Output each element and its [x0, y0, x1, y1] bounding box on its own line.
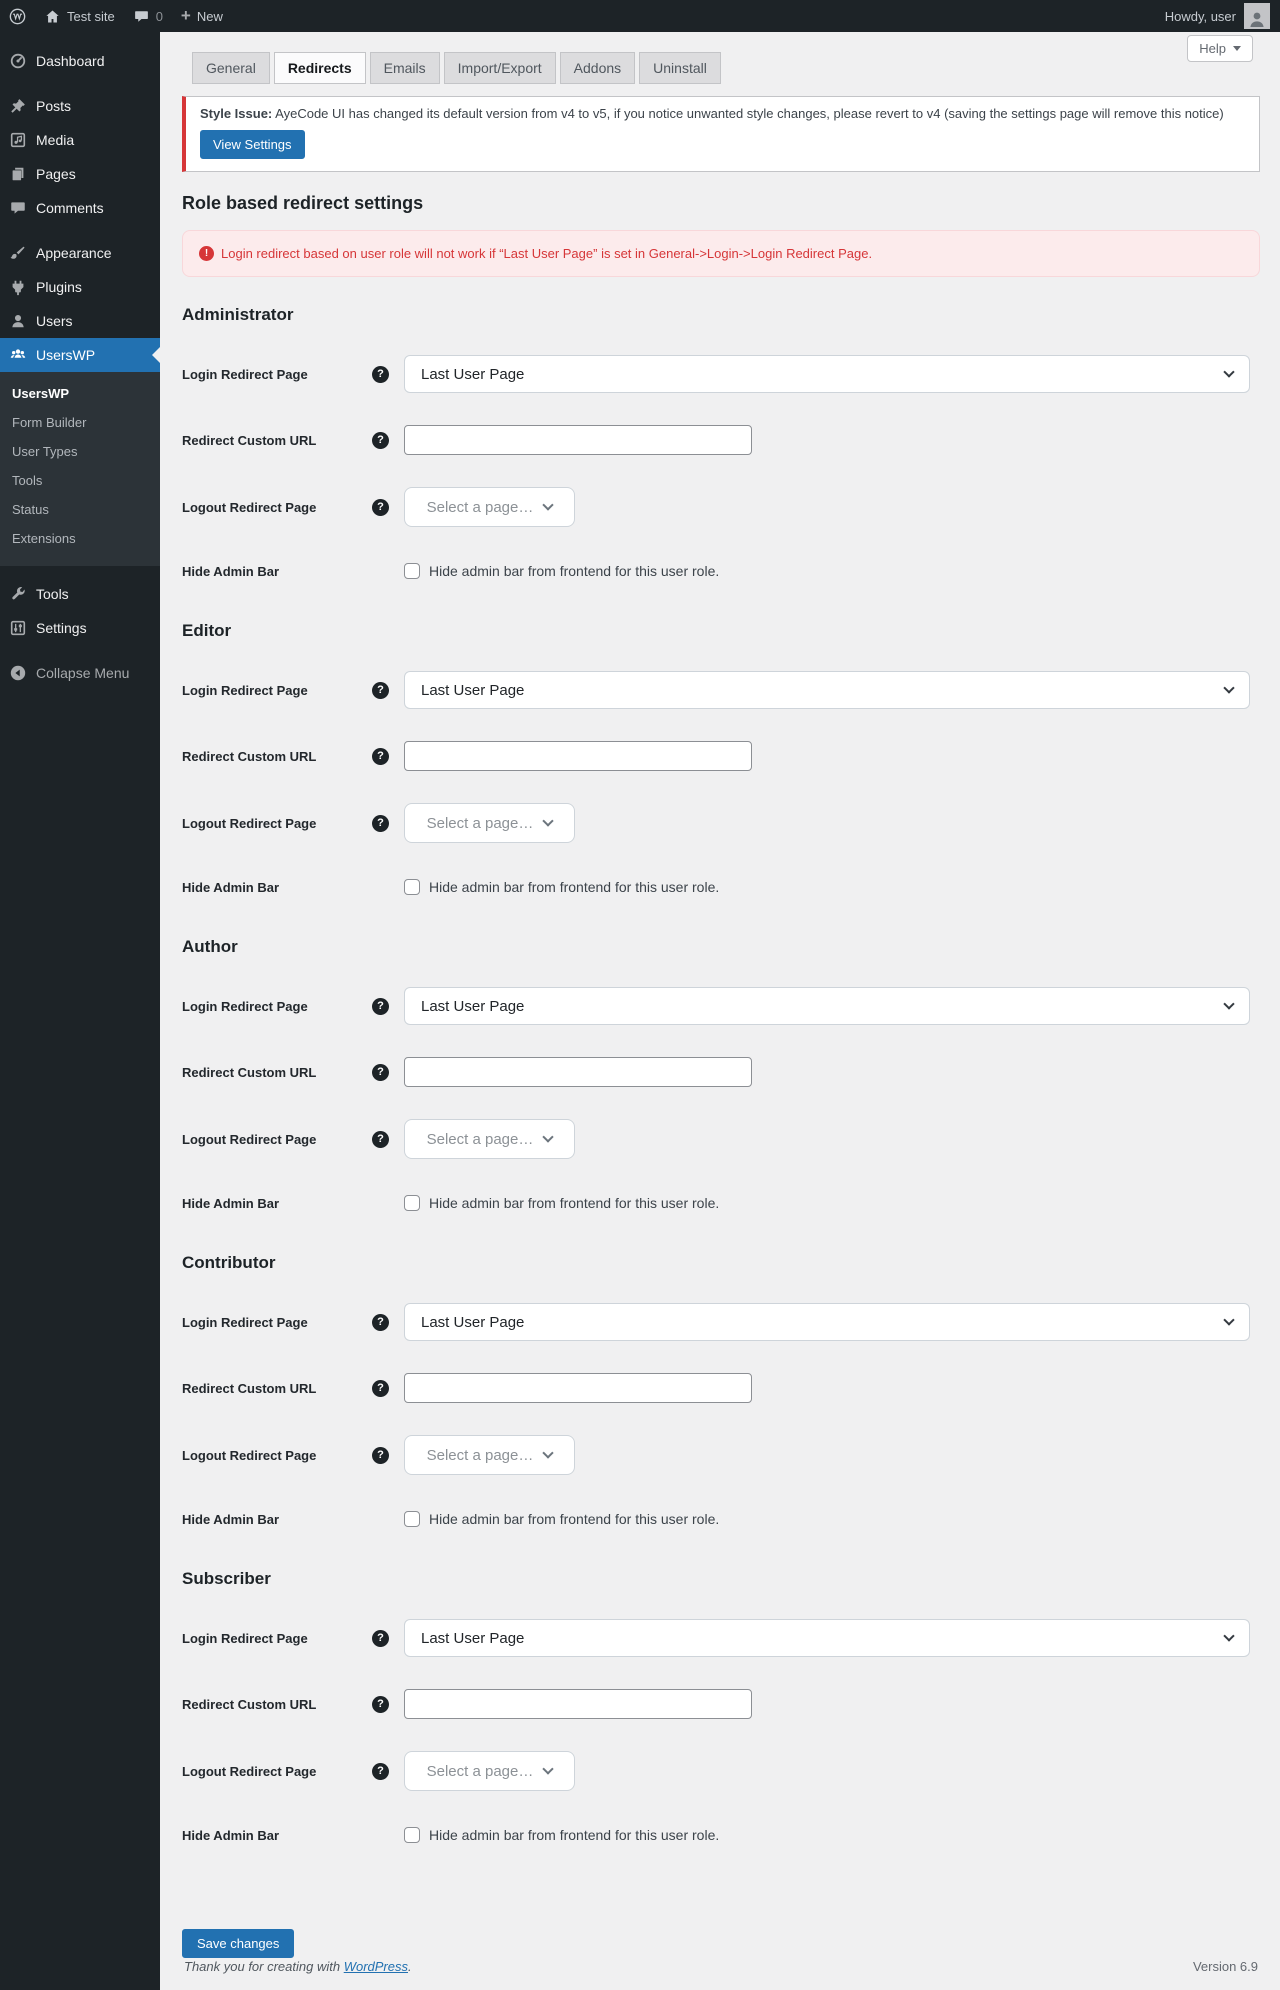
hide-admin-bar-row: [182, 1825, 1260, 1845]
login-redirect-row: [182, 987, 1260, 1025]
help-icon[interactable]: ?: [372, 1131, 389, 1148]
logout-redirect-label: Logout Redirect Page: [182, 1447, 317, 1463]
appearance-icon: [9, 244, 27, 262]
comments-icon: [9, 199, 27, 217]
custom-url-label: Redirect Custom URL: [182, 1064, 317, 1080]
logout-redirect-select[interactable]: [404, 1435, 575, 1475]
logout-redirect-placeholder: Select a page…: [426, 1446, 534, 1464]
plugins-icon: [9, 278, 27, 296]
version-text: Version 6.9: [1192, 1959, 1258, 1974]
custom-url-row: [182, 425, 1260, 455]
notice-body: AyeCode UI has changed its default version from v4 to v5, if you notice unwanted style changes, please revert to v4 (saving the settings page will remove this notice): [272, 106, 1224, 121]
chevron-down-icon: [1223, 1630, 1234, 1641]
style-issue-notice: [182, 96, 1260, 172]
login-redirect-row: [182, 1303, 1260, 1341]
sidebar-item-label: Comments: [36, 200, 104, 216]
home-icon: [44, 8, 61, 25]
role-heading: Subscriber: [182, 1569, 271, 1588]
logout-redirect-row: [182, 1119, 1260, 1159]
hide-admin-bar-row: [182, 877, 1260, 897]
logout-redirect-row: [182, 803, 1260, 843]
role-section-editor: [182, 621, 1260, 897]
wordpress-logo-icon[interactable]: [0, 0, 35, 32]
submenu-item-tools[interactable]: Tools: [12, 473, 43, 488]
howdy-user-menu[interactable]: Howdy, user: [1164, 8, 1236, 24]
sidebar-item-label: Plugins: [36, 279, 82, 295]
settings-icon: [9, 619, 27, 637]
custom-url-row: [182, 1057, 1260, 1087]
hide-admin-bar-label: Hide Admin Bar: [182, 1511, 280, 1527]
tab-general[interactable]: General: [192, 52, 270, 84]
userswp-icon: [9, 346, 27, 364]
help-label: Help: [1199, 41, 1226, 56]
sidebar-item-label: UsersWP: [36, 347, 96, 363]
redirect-custom-url-input[interactable]: [404, 425, 752, 455]
save-changes-button[interactable]: Save changes: [182, 1929, 294, 1958]
redirect-custom-url-input[interactable]: [404, 1057, 752, 1087]
hide-admin-bar-row: [182, 1193, 1260, 1213]
login-redirect-select[interactable]: [404, 1619, 1250, 1657]
hide-admin-bar-checkbox[interactable]: [404, 1195, 420, 1211]
login-redirect-value: Last User Page: [421, 1629, 525, 1647]
hide-admin-bar-text: Hide admin bar from frontend for this user role.: [429, 563, 720, 579]
tab-addons[interactable]: Addons: [560, 52, 635, 84]
login-redirect-label: Login Redirect Page: [182, 998, 308, 1014]
hide-admin-bar-text: Hide admin bar from frontend for this user role.: [429, 879, 720, 895]
sidebar-separator: [0, 566, 160, 577]
help-icon[interactable]: ?: [372, 815, 389, 832]
thanks-prefix: Thank you for creating with: [184, 1959, 344, 1974]
hide-admin-bar-text: Hide admin bar from frontend for this user role.: [429, 1827, 720, 1843]
role-section-contributor: [182, 1253, 1260, 1529]
hide-admin-bar-label: Hide Admin Bar: [182, 563, 280, 579]
logout-redirect-label: Logout Redirect Page: [182, 1131, 317, 1147]
custom-url-label: Redirect Custom URL: [182, 1696, 317, 1712]
caret-down-icon: [1233, 46, 1241, 51]
warning-text: Login redirect based on user role will not work if “Last User Page” is set in General->Login->Login Redirect Page.: [221, 246, 873, 261]
sidebar-item-plugins[interactable]: [0, 270, 160, 304]
role-section-administrator: [182, 305, 1260, 581]
tab-emails[interactable]: Emails: [370, 52, 440, 84]
logout-redirect-label: Logout Redirect Page: [182, 1763, 317, 1779]
pin-icon: [9, 97, 27, 115]
help-icon[interactable]: ?: [372, 748, 389, 765]
new-label: New: [196, 8, 223, 24]
sidebar-item-users[interactable]: [0, 304, 160, 338]
user-silhouette-icon: [1247, 9, 1267, 29]
hide-admin-bar-checkbox[interactable]: [404, 1827, 420, 1843]
chevron-down-icon: [543, 499, 554, 510]
logout-redirect-label: Logout Redirect Page: [182, 815, 317, 831]
login-redirect-warning: [182, 230, 1260, 277]
login-redirect-row: [182, 671, 1260, 709]
sidebar-item-label: Settings: [36, 620, 87, 636]
logout-redirect-placeholder: Select a page…: [426, 814, 534, 832]
custom-url-label: Redirect Custom URL: [182, 432, 317, 448]
comments-menu[interactable]: [124, 0, 172, 32]
notice-text: [200, 106, 1245, 121]
redirect-custom-url-input[interactable]: [404, 1689, 752, 1719]
help-icon[interactable]: ?: [372, 998, 389, 1015]
collapse-icon: [9, 664, 27, 682]
logout-redirect-select[interactable]: [404, 1751, 575, 1791]
sidebar-item-media[interactable]: [0, 123, 160, 157]
help-icon[interactable]: ?: [372, 432, 389, 449]
admin-bar: [0, 0, 1280, 32]
login-redirect-select[interactable]: [404, 987, 1250, 1025]
sidebar-menu: [0, 44, 160, 690]
login-redirect-label: Login Redirect Page: [182, 1630, 308, 1646]
help-icon[interactable]: ?: [372, 1630, 389, 1647]
role-heading: Author: [182, 937, 238, 956]
thanks-suffix: .: [408, 1959, 412, 1974]
plus-icon: +: [180, 5, 191, 25]
hide-admin-bar-text: Hide admin bar from frontend for this user role.: [429, 1195, 720, 1211]
sidebar-item-pages[interactable]: [0, 157, 160, 191]
sidebar-item-appearance[interactable]: [0, 236, 160, 270]
sidebar-item-label: Tools: [36, 586, 69, 602]
login-redirect-label: Login Redirect Page: [182, 366, 308, 382]
sidebar-item-label: Pages: [36, 166, 76, 182]
help-icon[interactable]: ?: [372, 499, 389, 516]
page-title: Role based redirect settings: [182, 193, 424, 213]
help-icon[interactable]: ?: [372, 1763, 389, 1780]
chevron-down-icon: [1223, 1314, 1234, 1325]
role-sections: [182, 305, 1260, 1845]
logout-redirect-row: [182, 487, 1260, 527]
hide-admin-bar-checkbox[interactable]: [404, 563, 420, 579]
sidebar-item-label: Posts: [36, 98, 72, 114]
help-icon[interactable]: ?: [372, 1314, 389, 1331]
custom-url-row: [182, 1373, 1260, 1403]
logout-redirect-placeholder: Select a page…: [426, 1762, 534, 1780]
hide-admin-bar-checkbox[interactable]: [404, 1511, 420, 1527]
role-section-subscriber: [182, 1569, 1260, 1845]
login-redirect-select[interactable]: [404, 1303, 1250, 1341]
new-content-menu[interactable]: [172, 0, 232, 32]
sidebar-item-label: Media: [36, 132, 75, 148]
role-heading: Administrator: [182, 305, 294, 324]
help-icon[interactable]: ?: [372, 1696, 389, 1713]
help-icon[interactable]: ?: [372, 1380, 389, 1397]
logout-redirect-row: [182, 1751, 1260, 1791]
footer-thanks: [184, 1959, 412, 1974]
redirect-custom-url-input[interactable]: [404, 1373, 752, 1403]
redirect-custom-url-input[interactable]: [404, 741, 752, 771]
help-icon[interactable]: ?: [372, 1064, 389, 1081]
submenu-item-user-types[interactable]: User Types: [12, 444, 78, 459]
login-redirect-value: Last User Page: [421, 365, 525, 383]
hide-admin-bar-row: [182, 1509, 1260, 1529]
admin-sidebar: [0, 32, 160, 1990]
login-redirect-value: Last User Page: [421, 997, 525, 1015]
sidebar-item-label: Users: [36, 313, 73, 329]
logout-redirect-row: [182, 1435, 1260, 1475]
custom-url-row: [182, 1689, 1260, 1719]
sidebar-item-tools[interactable]: [0, 577, 160, 611]
logout-redirect-select[interactable]: [404, 803, 575, 843]
sidebar-item-label: Collapse Menu: [36, 665, 130, 681]
comments-count: 0: [155, 8, 163, 24]
dashboard-icon: [9, 52, 27, 70]
login-redirect-select[interactable]: [404, 671, 1250, 709]
chevron-down-icon: [543, 1131, 554, 1142]
view-settings-button[interactable]: View Settings: [200, 130, 305, 159]
logout-redirect-select[interactable]: [404, 1119, 575, 1159]
sidebar-item-settings[interactable]: [0, 611, 160, 645]
sidebar-item-userswp[interactable]: [0, 338, 160, 372]
role-heading: Contributor: [182, 1253, 276, 1272]
media-icon: [9, 131, 27, 149]
chevron-down-icon: [1223, 366, 1234, 377]
comment-bubble-icon: [133, 8, 150, 25]
users-icon: [9, 312, 27, 330]
userswp-submenu: [0, 372, 160, 566]
site-name-menu[interactable]: [35, 0, 124, 32]
chevron-down-icon: [543, 1763, 554, 1774]
notice-title: Style Issue:: [200, 106, 273, 121]
chevron-down-icon: [1223, 998, 1234, 1009]
login-redirect-value: Last User Page: [421, 1313, 525, 1331]
help-icon[interactable]: ?: [372, 682, 389, 699]
main-content: [160, 32, 1280, 1990]
sidebar-item-collapse-menu[interactable]: [0, 656, 160, 690]
custom-url-label: Redirect Custom URL: [182, 748, 317, 764]
custom-url-row: [182, 741, 1260, 771]
sidebar-item-label: Dashboard: [36, 53, 105, 69]
avatar[interactable]: [1244, 3, 1270, 29]
hide-admin-bar-text: Hide admin bar from frontend for this user role.: [429, 1511, 720, 1527]
login-redirect-select[interactable]: [404, 355, 1250, 393]
tools-icon: [9, 585, 27, 603]
settings-tabs: [182, 52, 1260, 84]
chevron-down-icon: [543, 1447, 554, 1458]
site-name: Test site: [67, 8, 115, 24]
sidebar-separator: [0, 225, 160, 236]
custom-url-label: Redirect Custom URL: [182, 1380, 317, 1396]
logout-redirect-placeholder: Select a page…: [426, 498, 534, 516]
submenu-item-form-builder[interactable]: Form Builder: [12, 415, 87, 430]
hide-admin-bar-label: Hide Admin Bar: [182, 879, 280, 895]
submenu-item-userswp[interactable]: UsersWP: [12, 386, 70, 401]
login-redirect-value: Last User Page: [421, 681, 525, 699]
role-heading: Editor: [182, 621, 232, 640]
chevron-down-icon: [1223, 682, 1234, 693]
logout-redirect-select[interactable]: [404, 487, 575, 527]
login-redirect-label: Login Redirect Page: [182, 1314, 308, 1330]
exclamation-circle-icon: !: [199, 246, 214, 261]
wordpress-link[interactable]: WordPress: [343, 1959, 408, 1974]
sidebar-separator: [0, 78, 160, 89]
sidebar-item-comments[interactable]: [0, 191, 160, 225]
logout-redirect-placeholder: Select a page…: [426, 1130, 534, 1148]
hide-admin-bar-row: [182, 561, 1260, 581]
hide-admin-bar-checkbox[interactable]: [404, 879, 420, 895]
submenu-item-status[interactable]: Status: [12, 502, 49, 517]
hide-admin-bar-label: Hide Admin Bar: [182, 1827, 280, 1843]
sidebar-separator: [0, 645, 160, 656]
chevron-down-icon: [543, 815, 554, 826]
help-icon[interactable]: ?: [372, 1447, 389, 1464]
help-button[interactable]: [1187, 35, 1253, 62]
submenu-item-extensions[interactable]: Extensions: [12, 531, 76, 546]
sidebar-item-posts[interactable]: [0, 89, 160, 123]
logout-redirect-label: Logout Redirect Page: [182, 499, 317, 515]
role-section-author: [182, 937, 1260, 1213]
tab-uninstall[interactable]: Uninstall: [639, 52, 721, 84]
sidebar-item-label: Appearance: [36, 245, 112, 261]
help-icon[interactable]: ?: [372, 366, 389, 383]
tab-import-export[interactable]: Import/Export: [444, 52, 556, 84]
tab-redirects[interactable]: Redirects: [274, 52, 366, 84]
footer: [184, 1959, 1258, 1974]
login-redirect-row: [182, 1619, 1260, 1657]
pages-icon: [9, 165, 27, 183]
hide-admin-bar-label: Hide Admin Bar: [182, 1195, 280, 1211]
login-redirect-row: [182, 355, 1260, 393]
sidebar-item-dashboard[interactable]: [0, 44, 160, 78]
login-redirect-label: Login Redirect Page: [182, 682, 308, 698]
